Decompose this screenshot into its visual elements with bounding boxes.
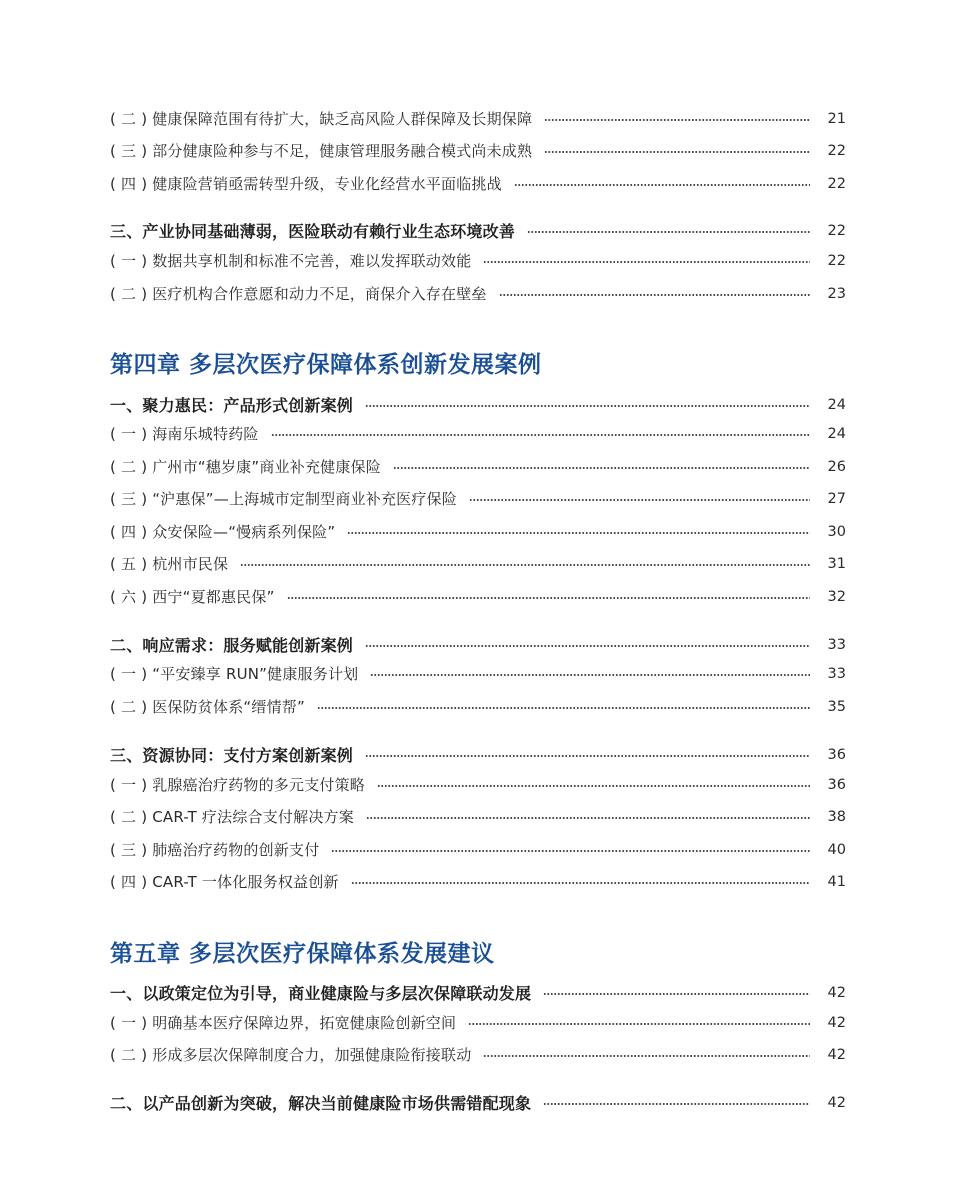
toc-page-number: 22 — [827, 175, 846, 192]
toc-page-number: 32 — [827, 588, 846, 605]
dot-leader — [393, 467, 810, 469]
toc-entry[interactable] — [110, 173, 846, 194]
dot-leader — [543, 993, 810, 995]
toc-entry-text: ( 一 ) 乳腺癌治疗药物的多元支付策略 — [110, 776, 366, 794]
dot-leader — [468, 1023, 810, 1025]
toc-entry-text: ( 二 ) 医保防贫体系“缙情帮” — [110, 698, 305, 716]
toc-page-number: 31 — [827, 555, 846, 572]
toc-page-number: 36 — [827, 746, 846, 763]
dot-leader — [370, 674, 810, 676]
toc-entry[interactable] — [110, 108, 846, 129]
dot-leader — [483, 1055, 810, 1057]
dot-leader — [331, 850, 810, 852]
toc-entry[interactable] — [110, 140, 846, 161]
toc-page-number: 38 — [827, 808, 846, 825]
toc-entry-text: ( 二 ) 形成多层次保障制度合力，加强健康险衔接联动 — [110, 1046, 472, 1064]
dot-leader — [287, 597, 810, 599]
toc-entry-text: ( 四 ) 众安保险—“慢病系列保险” — [110, 523, 336, 541]
toc-section-entry[interactable] — [110, 219, 846, 242]
toc-entry-text: ( 五 ) 杭州市民保 — [110, 555, 229, 573]
toc-page-number: 23 — [827, 285, 846, 302]
toc-page-number: 24 — [827, 396, 846, 413]
toc-page-number: 42 — [827, 1094, 846, 1111]
toc-entry[interactable] — [110, 553, 846, 574]
toc-entry-text: ( 四 ) CAR-T 一体化服务权益创新 — [110, 873, 339, 891]
toc-entry-text: ( 四 ) 健康险营销亟需转型升级，专业化经营水平面临挑战 — [110, 175, 502, 193]
dot-leader — [271, 434, 810, 436]
toc-entry-text: 一、聚力惠民：产品形式创新案例 — [110, 396, 354, 415]
dot-leader — [469, 499, 810, 501]
dot-leader — [317, 707, 810, 709]
toc-page-number: 27 — [827, 490, 846, 507]
toc-entry[interactable] — [110, 423, 846, 444]
toc-entry[interactable] — [110, 806, 846, 827]
toc-entry-text: ( 二 ) CAR-T 疗法综合支付解决方案 — [110, 808, 354, 826]
toc-page-number: 42 — [827, 984, 846, 1001]
toc-entry-text: 三、产业协同基础薄弱，医险联动有赖行业生态环境改善 — [110, 222, 516, 241]
dot-leader — [377, 785, 810, 787]
toc-entry-text: 二、响应需求：服务赋能创新案例 — [110, 636, 354, 655]
toc-entry[interactable] — [110, 663, 846, 684]
toc-entry[interactable] — [110, 488, 846, 509]
dot-leader — [347, 532, 810, 534]
dot-leader — [351, 882, 810, 884]
toc-page-number: 21 — [827, 110, 846, 127]
toc-entry[interactable] — [110, 774, 846, 795]
toc-entry-text: 三、资源协同：支付方案创新案例 — [110, 746, 354, 765]
dot-leader — [543, 1103, 810, 1105]
toc-entry[interactable] — [110, 1044, 846, 1065]
dot-leader — [514, 184, 810, 186]
toc-entry-text: 二、以产品创新为突破，解决当前健康险市场供需错配现象 — [110, 1094, 532, 1113]
toc-page-number: 42 — [827, 1014, 846, 1031]
toc-entry-text: ( 六 ) 西宁“夏都惠民保” — [110, 588, 275, 606]
toc-section-entry[interactable] — [110, 393, 846, 416]
toc-page-number: 22 — [827, 142, 846, 159]
toc-section-entry[interactable] — [110, 1091, 846, 1114]
toc-page-number: 42 — [827, 1046, 846, 1063]
dot-leader — [483, 261, 810, 263]
toc-entry-text: ( 一 ) 数据共享机制和标准不完善，难以发挥联动效能 — [110, 252, 472, 270]
toc-page-number: 41 — [827, 873, 846, 890]
toc-entry-text: 一、以政策定位为引导，商业健康险与多层次保障联动发展 — [110, 984, 532, 1003]
toc-entry-text: ( 一 ) “平安臻享 RUN”健康服务计划 — [110, 665, 359, 683]
dot-leader — [544, 151, 810, 153]
dot-leader — [240, 564, 810, 566]
toc-page-number: 22 — [827, 252, 846, 269]
toc-page-number: 35 — [827, 698, 846, 715]
toc-page-number: 33 — [827, 636, 846, 653]
toc-entry-text: ( 三 ) 肺癌治疗药物的创新支付 — [110, 841, 320, 859]
toc-entry-text: ( 一 ) 海南乐城特药险 — [110, 425, 259, 443]
toc-entry-text: ( 二 ) 医疗机构合作意愿和动力不足，商保介入存在壁垒 — [110, 285, 487, 303]
toc-entry[interactable] — [110, 871, 846, 892]
chapter-4-title[interactable]: 第四章 多层次医疗保障体系创新发展案例 — [110, 352, 542, 378]
toc-entry[interactable] — [110, 250, 846, 271]
toc-page-number: 36 — [827, 776, 846, 793]
dot-leader — [366, 817, 810, 819]
toc-entry[interactable] — [110, 586, 846, 607]
toc-page-number: 26 — [827, 458, 846, 475]
toc-entry[interactable] — [110, 456, 846, 477]
dot-leader — [527, 231, 810, 233]
toc-entry-text: ( 三 ) “沪惠保”—上海城市定制型商业补充医疗保险 — [110, 490, 457, 508]
dot-leader — [544, 119, 810, 121]
toc-entry-text: ( 二 ) 健康保障范围有待扩大，缺乏高风险人群保障及长期保障 — [110, 110, 533, 128]
toc-section-entry[interactable] — [110, 981, 846, 1004]
toc-section-entry[interactable] — [110, 633, 846, 656]
toc-entry-text: ( 一 ) 明确基本医疗保障边界，拓宽健康险创新空间 — [110, 1014, 457, 1032]
toc-entry[interactable] — [110, 839, 846, 860]
toc-entry-text: ( 二 ) 广州市“穗岁康”商业补充健康保险 — [110, 458, 381, 476]
dot-leader — [499, 294, 810, 296]
toc-page-number: 33 — [827, 665, 846, 682]
toc-entry[interactable] — [110, 696, 846, 717]
toc-page-number: 22 — [827, 222, 846, 239]
toc-page-number: 40 — [827, 841, 846, 858]
toc-entry[interactable] — [110, 521, 846, 542]
dot-leader — [365, 755, 810, 757]
dot-leader — [365, 645, 810, 647]
toc-entry[interactable] — [110, 283, 846, 304]
toc-page-number: 24 — [827, 425, 846, 442]
dot-leader — [365, 405, 810, 407]
toc-entry[interactable] — [110, 1012, 846, 1033]
toc-page-number: 30 — [827, 523, 846, 540]
chapter-5-title[interactable]: 第五章 多层次医疗保障体系发展建议 — [110, 941, 495, 967]
toc-section-entry[interactable] — [110, 743, 846, 766]
toc-entry-text: ( 三 ) 部分健康险种参与不足，健康管理服务融合模式尚未成熟 — [110, 142, 533, 160]
